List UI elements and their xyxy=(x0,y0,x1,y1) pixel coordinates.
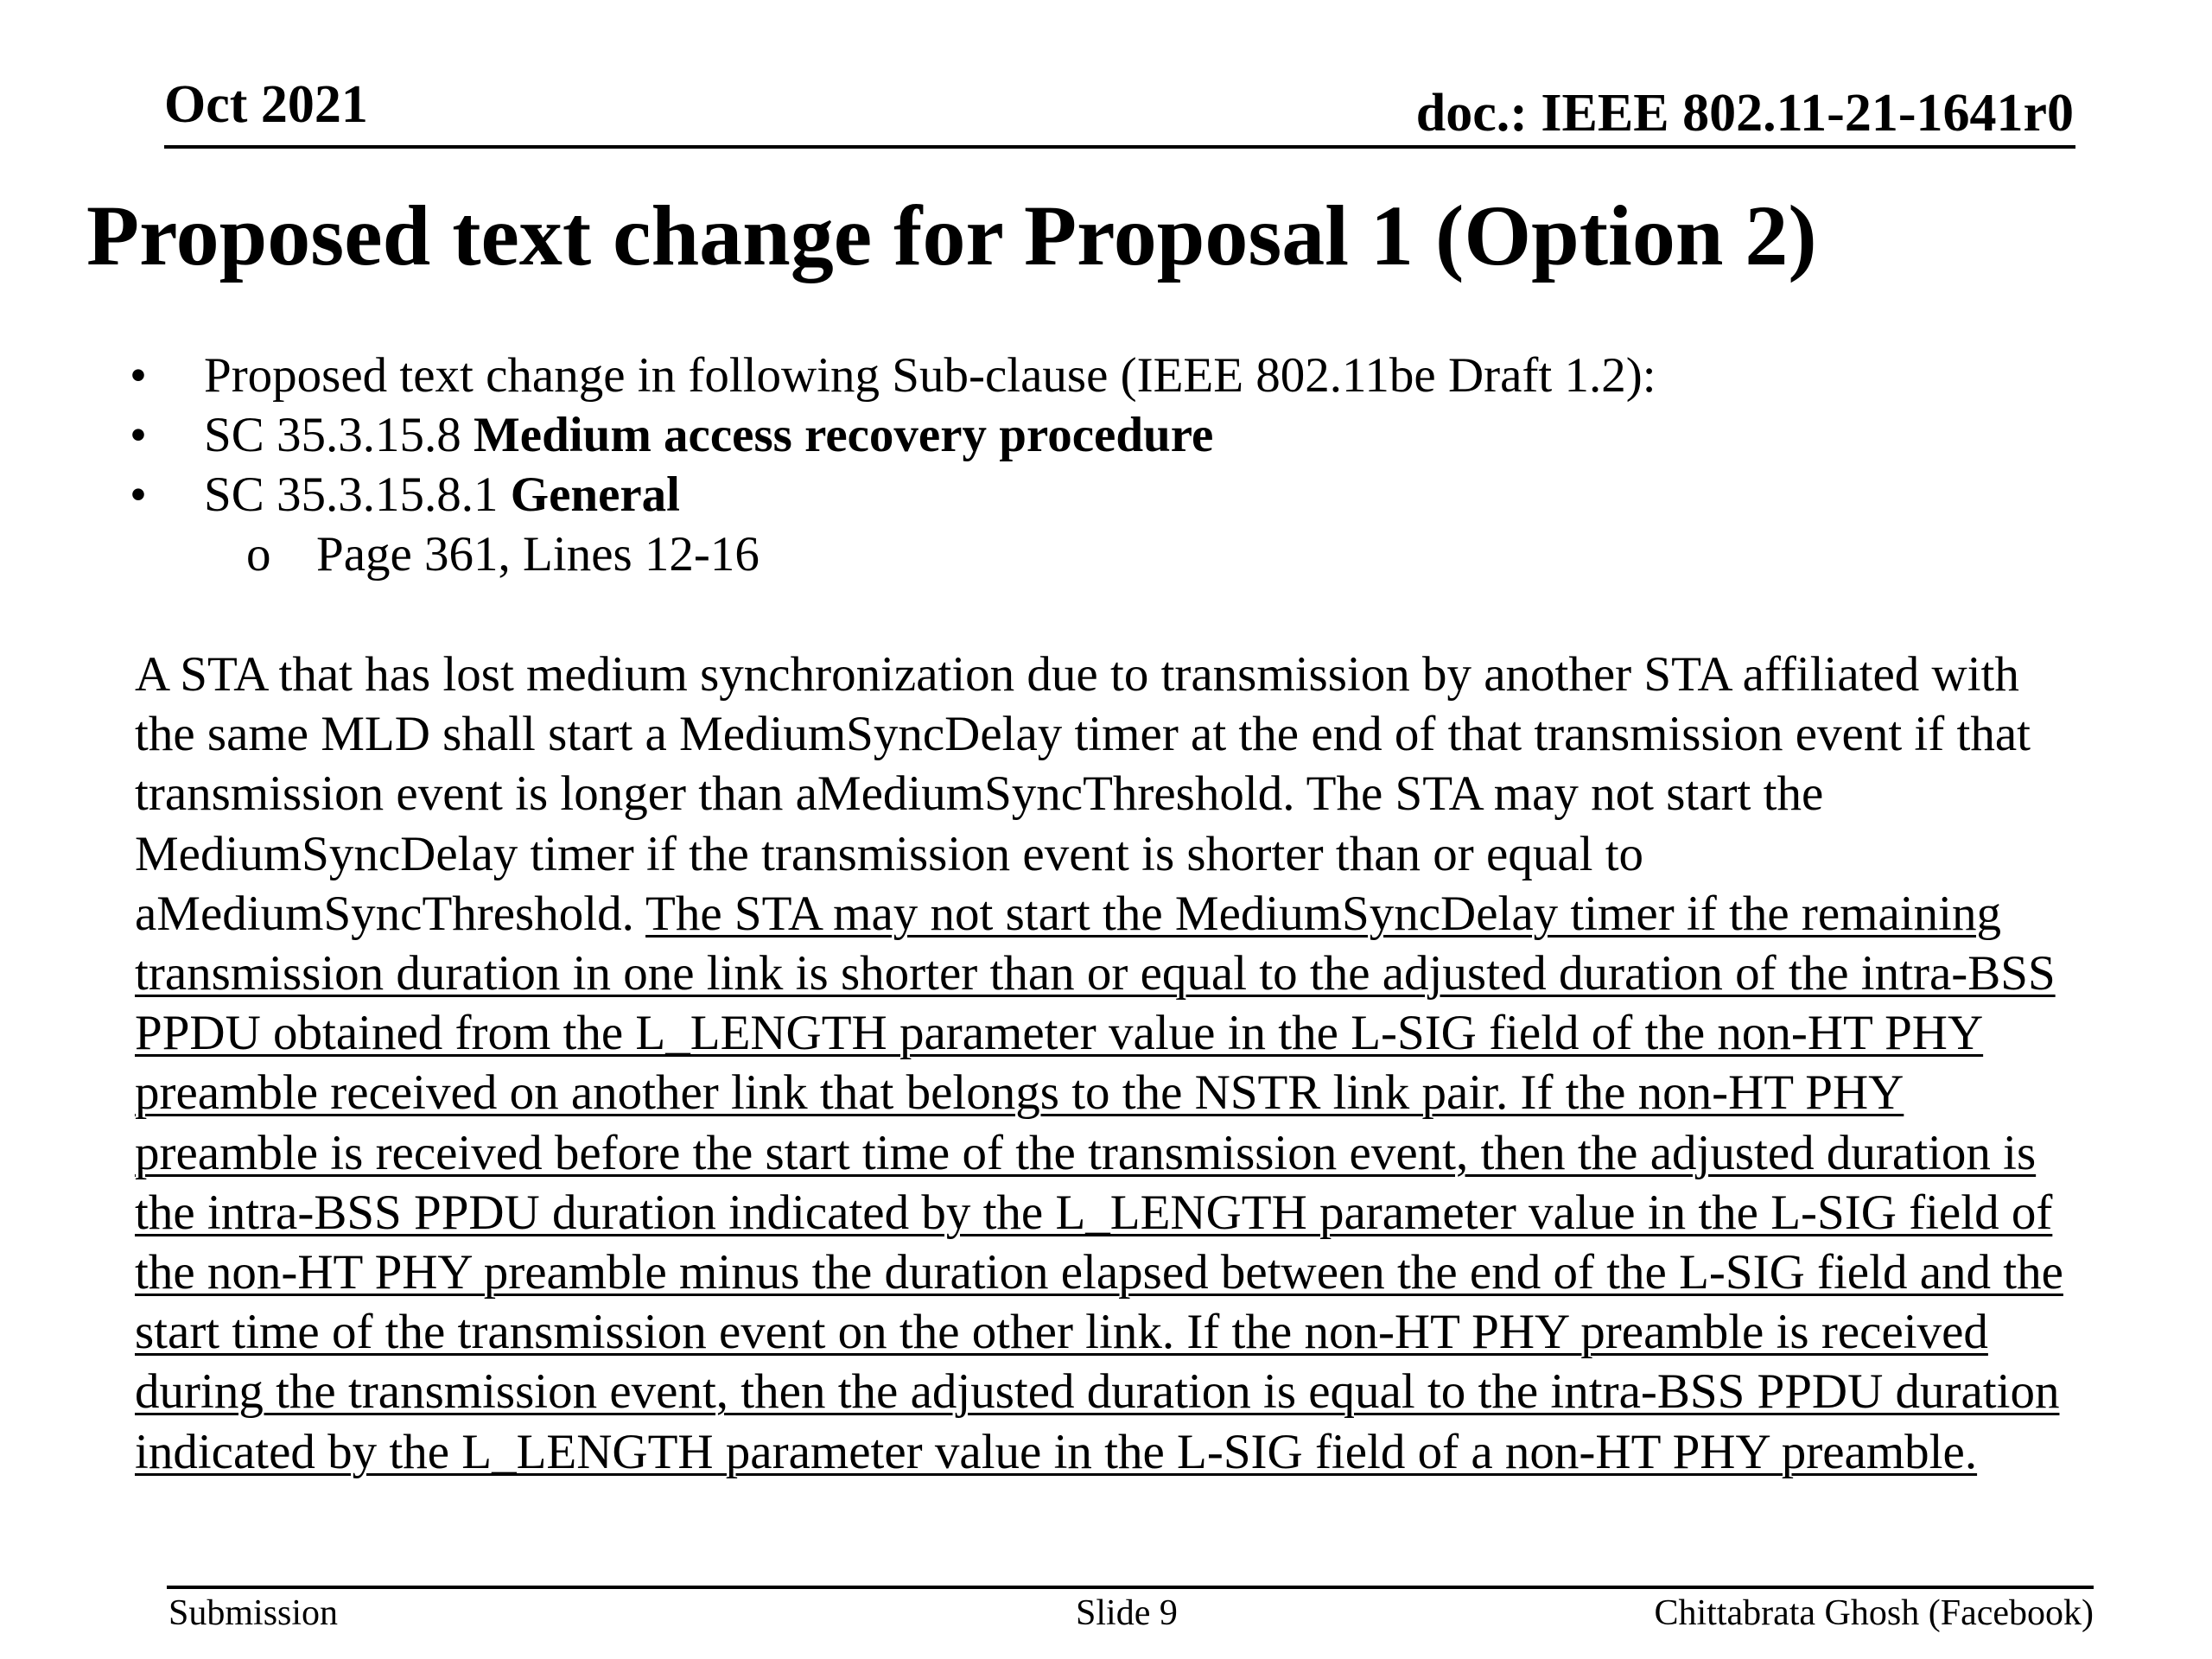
bullet-marker: • xyxy=(130,467,147,522)
footer-author: Chittabrata Ghosh (Facebook) xyxy=(1654,1593,2094,1633)
bullet-marker: • xyxy=(130,348,147,403)
bullet-text-plain: SC 35.3.15.8 xyxy=(204,408,474,462)
bullet-text xyxy=(204,465,680,524)
bullet-text xyxy=(204,405,1213,465)
bullet-marker: • xyxy=(130,408,147,462)
bullet-text-bold: Medium access recovery procedure xyxy=(473,408,1214,462)
proposed-text-paragraph xyxy=(135,645,2070,1482)
footer-submission: Submission xyxy=(168,1593,339,1633)
sub-bullet-text: Page 361, Lines 12-16 xyxy=(316,527,760,582)
header-doc-id: doc.: IEEE 802.11-21-1641r0 xyxy=(1415,84,2074,143)
bullet-text xyxy=(204,346,1656,405)
footer-rule xyxy=(167,1586,2094,1589)
bullet-text-bold: General xyxy=(510,467,681,522)
paragraph-existing-text: A STA that has lost medium synchronization due to transmission by another STA affiliated with the same MLD shall start a MediumSyncDelay timer at the end of that transmission event if that transmission event is longer than aMediumSyncThreshold. The STA may not start the MediumSyncDelay timer if the transmission event is shorter than or equal to aMediumSyncThreshold. xyxy=(135,647,2031,941)
header-rule xyxy=(164,145,2075,149)
sub-bullet-marker: o xyxy=(246,527,271,582)
footer-slide-number: Slide 9 xyxy=(1076,1593,1178,1633)
bullet-text-plain: Proposed text change in following Sub-clause (IEEE 802.11be Draft 1.2): xyxy=(204,348,1656,403)
header-date: Oct 2021 xyxy=(164,75,368,134)
paragraph-inserted-text: The STA may not start the MediumSyncDelay timer if the remaining transmission duration in one link is shorter than or equal to the adjusted duration of the intra-BSS PPDU obtained from the L_LENGTH parameter value in the L-SIG field of the non-HT PHY preamble received on another link that belongs to the NSTR link pair. If the non-HT PHY preamble is received before the start time of the transmission event, then the adjusted duration is the intra-BSS PPDU duration indicated by the L_LENGTH parameter value in the L-SIG field of the non-HT PHY preamble minus the duration elapsed between the end of the L-SIG field and the start time of the transmission event on the other link. If the non-HT PHY preamble is received during the transmission event, then the adjusted duration is equal to the intra-BSS PPDU duration indicated by the L_LENGTH parameter value in the L-SIG field of a non-HT PHY preamble. xyxy=(135,886,2063,1479)
bullet-text-plain: SC 35.3.15.8.1 xyxy=(204,467,511,522)
slide-title: Proposed text change for Proposal 1 (Option 2) xyxy=(86,188,1817,283)
